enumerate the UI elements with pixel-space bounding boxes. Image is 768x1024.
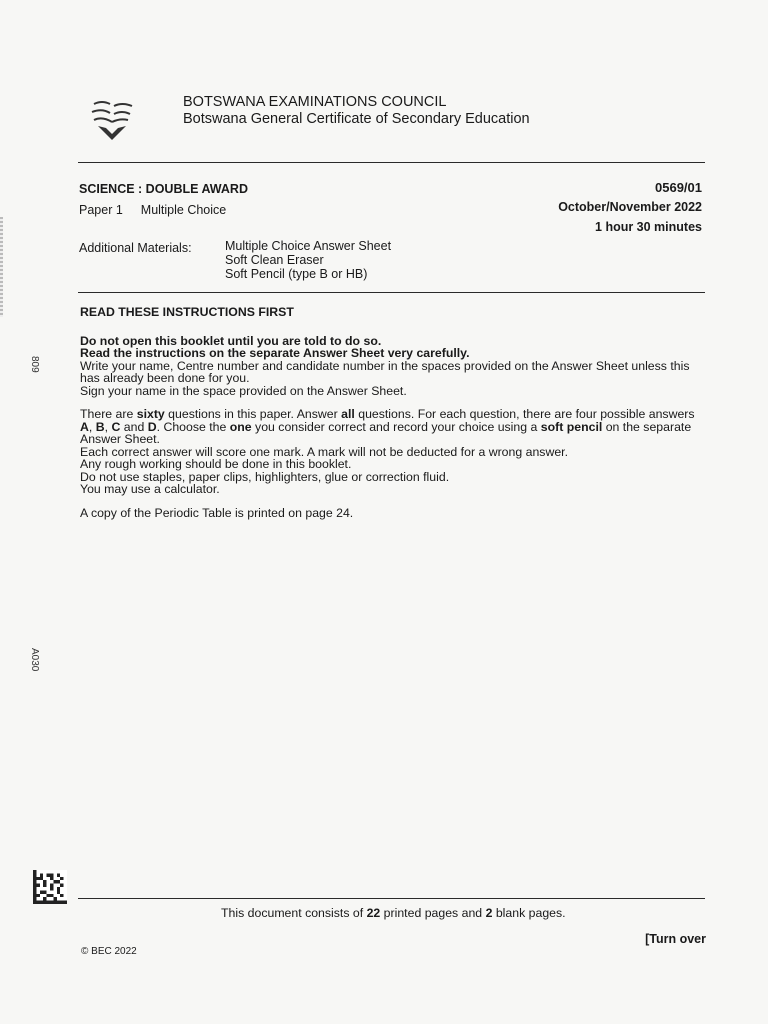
text-run: D	[147, 419, 157, 434]
text-run: This document consists of	[221, 906, 367, 920]
text-run: ,	[88, 419, 96, 434]
bec-logo-icon	[88, 96, 136, 144]
periodic-table-note: A copy of the Periodic Table is printed on page 24.	[80, 505, 354, 520]
text-run: blank pages.	[492, 906, 566, 920]
instruction-line: Do not use staples, paper clips, highlighters, glue or correction fluid.	[80, 469, 450, 484]
text-run: questions in this paper. Answer	[164, 407, 342, 421]
middle-divider	[78, 292, 705, 293]
instruction-line: Sign your name in the space provided on the Answer Sheet.	[80, 383, 407, 398]
text-run: 2	[485, 906, 493, 920]
instruction-line: Do not open this booklet until you are told to do so.	[80, 333, 382, 348]
subject-title: SCIENCE : DOUBLE AWARD	[79, 182, 248, 196]
text-run: B	[95, 419, 105, 434]
paper-line	[79, 203, 226, 217]
text-run: sixty	[136, 407, 165, 421]
text-run: There are	[80, 407, 137, 421]
qr-code-icon	[33, 870, 67, 904]
instruction-line: You may use a calculator.	[80, 482, 220, 496]
page-count-note	[221, 906, 566, 920]
exam-session: October/November 2022	[558, 200, 702, 214]
text-run: soft pencil	[540, 419, 603, 434]
margin-code-top: 809	[29, 356, 40, 373]
instruction-line: Write your name, Centre number and candidate number in the spaces provided on the Answer Sheet unless this has already been done for you.	[80, 358, 690, 385]
paper-code: 0569/01	[655, 180, 702, 195]
footer-divider	[78, 898, 705, 899]
text-run: all	[341, 407, 355, 421]
instruction-line: Each correct answer will score one mark. A mark will not be deducted for a wrong answer.	[80, 444, 568, 459]
text-run: printed pages and	[380, 906, 486, 920]
material-item: Soft Clean Eraser	[225, 253, 324, 267]
text-run: on the separate Answer Sheet.	[80, 419, 692, 446]
text-run: you consider correct and record your choice using a	[251, 419, 541, 434]
text-run: A	[80, 419, 89, 434]
text-run: ,	[104, 419, 112, 434]
text-run: one	[229, 419, 252, 434]
text-run: . Choose the	[156, 419, 230, 434]
top-divider	[78, 162, 705, 163]
margin-code-bottom: A030	[29, 648, 40, 672]
text-run: C	[111, 419, 121, 434]
text-run: and	[120, 419, 148, 434]
paper-number: Paper 1	[79, 203, 123, 217]
material-item: Multiple Choice Answer Sheet	[225, 239, 392, 253]
questions-paragraph	[80, 408, 710, 446]
copyright-notice: © BEC 2022	[81, 946, 137, 957]
council-heading	[183, 94, 530, 128]
text-run: 22	[366, 906, 381, 920]
paper-type: Multiple Choice	[140, 203, 227, 217]
materials-list	[225, 239, 391, 281]
council-name: BOTSWANA EXAMINATIONS COUNCIL	[183, 94, 447, 110]
materials-label: Additional Materials:	[79, 241, 192, 255]
instruction-line: Any rough working should be done in this booklet.	[80, 457, 352, 471]
instruction-line: Read the instructions on the separate Answer Sheet very carefully.	[80, 346, 470, 360]
exam-duration: 1 hour 30 minutes	[595, 220, 702, 234]
certificate-name: Botswana General Certificate of Secondary Education	[183, 111, 530, 127]
instructions-heading: READ THESE INSTRUCTIONS FIRST	[80, 305, 294, 319]
instructions-block	[80, 306, 710, 519]
turn-over-label: [Turn over	[645, 932, 706, 946]
margin-scan-strip	[0, 217, 3, 317]
material-item: Soft Pencil (type B or HB)	[225, 267, 368, 281]
text-run: questions. For each question, there are four possible answers	[354, 407, 695, 421]
